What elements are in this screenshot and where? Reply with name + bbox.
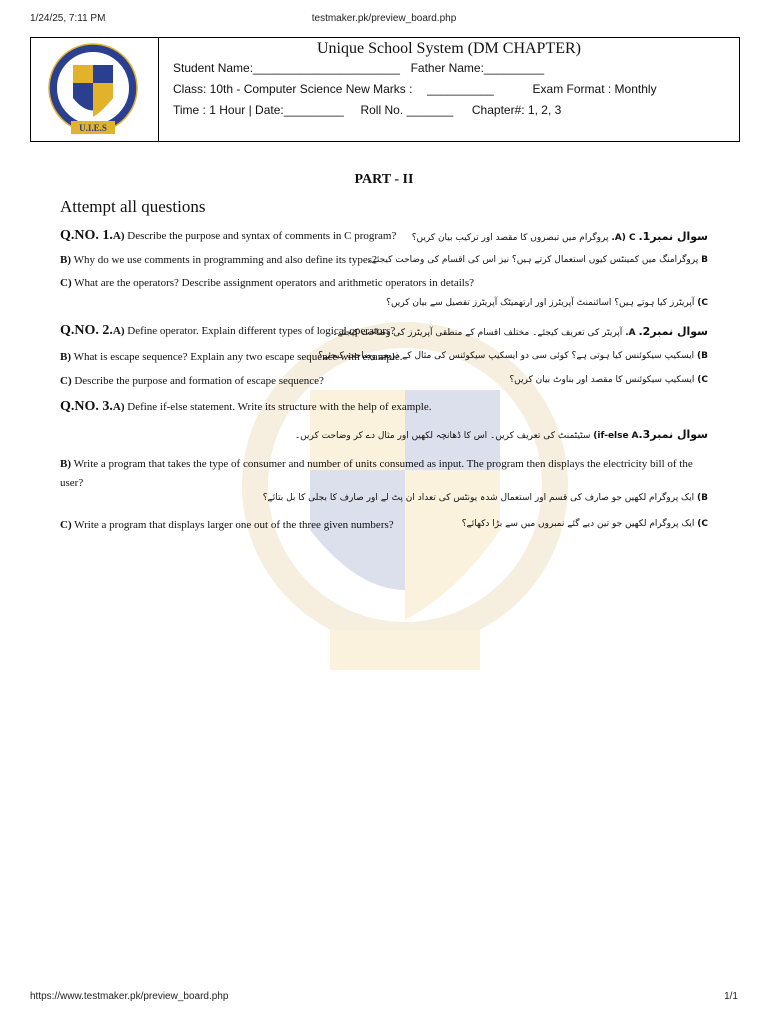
header-row-time — [173, 103, 561, 117]
q3-c-urdu — [462, 519, 708, 529]
q1-b-urdu-label: B — [701, 255, 708, 265]
q1-c-urdu — [386, 298, 708, 308]
q2-c-urdu-text: ایسکیپ سیکوئنس کا مقصد اور بناوٹ بیان کریں؟ — [509, 375, 695, 385]
q1-number: Q.NO. 1. — [60, 228, 113, 243]
q2-b-urdu — [318, 351, 708, 361]
q1-b-urdu — [366, 255, 708, 265]
q2-c — [60, 375, 324, 387]
logo-text: U.I.E.S — [79, 123, 107, 133]
q3-c-urdu-text: ایک پروگرام لکھیں جو تین دیے گئے نمبروں میں سے بڑا دکھائے؟ — [461, 519, 695, 529]
q1-a-text: Describe the purpose and syntax of comments in C program? — [127, 230, 397, 242]
q3-c — [60, 519, 394, 531]
q3-b — [60, 455, 710, 493]
q2-b-text: What is escape sequence? Explain any two escape sequence with example. — [73, 351, 403, 363]
q1-c-urdu-label: C) — [697, 298, 708, 308]
instructions: Attempt all questions — [60, 197, 206, 216]
exam-format: Exam Format : Monthly — [532, 82, 657, 96]
q2-number: Q.NO. 2. — [60, 323, 113, 338]
roll-no-field: Roll No. _______ — [360, 103, 454, 117]
q3-b-urdu — [263, 493, 708, 503]
q2-c-urdu — [509, 375, 708, 385]
q3-urdu-lead: سوال نمبر3. — [638, 428, 708, 441]
school-title: Unique School System (DM CHAPTER) — [317, 40, 581, 57]
q3-a-urdu — [295, 428, 708, 441]
father-name-field: Father Name:_________ — [410, 61, 544, 75]
print-datetime: 1/24/25, 7:11 PM — [30, 13, 106, 24]
q2-b-urdu-text: ایسکیپ سیکوئنس کیا ہوتی ہے؟ کوئی سی دو ایسکیپ سیکوئنس کی مثال کے ذریعے وضاحت کیجئے؟ — [318, 351, 695, 361]
q3-a-label: A) — [112, 401, 125, 413]
part-title: PART - II — [354, 172, 414, 187]
q2-b-label: B) — [60, 351, 71, 363]
exam-header — [30, 37, 740, 142]
q3-b-text: Write a program that takes the type of consumer and number of units consumed as input. The program then displays the electricity bill of the user? — [60, 458, 693, 489]
student-name-field: Student Name:______________________ — [173, 61, 400, 75]
q3-c-label: C) — [60, 519, 72, 531]
chapter-field: Chapter#: 1, 2, 3 — [471, 103, 562, 117]
q1-a-urdu-label: A) C. — [611, 233, 636, 243]
q2-c-urdu-label: C) — [697, 375, 708, 385]
q3-a-text: Define if-else statement. Write its structure with the help of example. — [127, 401, 432, 413]
q1-b-label: B) — [60, 254, 71, 266]
q1-a-urdu-text: پروگرام میں تبصروں کا مقصد اور ترکیب بیان کریں؟ — [411, 233, 609, 243]
q3-b-urdu-label: B) — [697, 493, 708, 503]
q1-b-text: Why do we use comments in programming and also define its types? — [73, 254, 377, 266]
q2-b-urdu-label: B) — [697, 351, 708, 361]
page-number: 1/1 — [724, 991, 738, 1002]
header-row-names — [173, 61, 544, 75]
q3-a-urdu-label: A) — [593, 431, 639, 441]
q2-a-urdu-text: آپریٹر کی تعریف کیجئے۔ مختلف اقسام کے منطقی آپریٹرز کی وضاحت کیجئے۔ — [332, 328, 623, 338]
q2-a-label: A) — [112, 325, 125, 337]
q1-urdu-lead: سوال نمبر1. — [638, 230, 708, 243]
q2-a-urdu — [332, 325, 708, 338]
print-url: testmaker.pk/preview_board.php — [311, 13, 457, 24]
q3-number: Q.NO. 3. — [60, 399, 113, 414]
marks-blank: __________ — [427, 82, 494, 96]
q2-c-label: C) — [60, 375, 72, 387]
q3-a-urdu-text: سٹیٹمنٹ کی تعریف کریں۔ اس کا ڈھانچہ لکھیں اور مثال دے کر وضاحت کریں۔ — [294, 431, 591, 441]
school-logo — [41, 43, 147, 139]
q1-b — [60, 254, 377, 266]
q2-a-text: Define operator. Explain different types of logical operators? — [127, 325, 396, 337]
q3-b-label: B) — [60, 458, 71, 470]
q1-c-urdu-text: آپریٹرز کیا ہوتے ہیں؟ اسائنمنٹ آپریٹرز اور ارتھمیٹک آپریٹرز تفصیل سے بیان کریں؟ — [386, 298, 695, 308]
q1-c-text: What are the operators? Describe assignment operators and arithmetic operators in details? — [74, 277, 474, 289]
q3-c-text: Write a program that displays larger one out of the three given numbers? — [74, 519, 394, 531]
q3-c-urdu-label: C) — [697, 519, 708, 529]
q2-a-urdu-label: A. — [625, 328, 636, 338]
q3-a — [60, 399, 431, 415]
q1-a-urdu — [412, 230, 708, 243]
q1-a — [60, 228, 396, 244]
class-field: Class: 10th - Computer Science New Marks : — [173, 82, 413, 96]
footer-url: https://www.testmaker.pk/preview_board.php — [30, 991, 229, 1002]
q1-c — [60, 277, 474, 289]
header-row-class — [173, 82, 657, 96]
q1-c-label: C) — [60, 277, 72, 289]
q1-b-urdu-text: پروگرامنگ میں کمینٹس کیوں استعمال کرتے ہیں؟ نیز اس کی اقسام کی وضاحت کیجئے۔ — [366, 255, 699, 265]
time-date-field: Time : 1 Hour | Date:_________ — [173, 103, 344, 117]
q2-c-text: Describe the purpose and formation of escape sequence? — [74, 375, 324, 387]
q3-b-urdu-text: ایک پروگرام لکھیں جو صارف کی قسم اور استعمال شدہ یونٹس کی تعداد ان پٹ لے اور صارف کا بجلی کا بل بتائے؟ — [262, 493, 695, 503]
q2-urdu-lead: سوال نمبر2. — [638, 325, 708, 338]
q3-a-urdu-keyword: if-else — [597, 431, 629, 441]
q1-a-label: A) — [112, 230, 125, 242]
